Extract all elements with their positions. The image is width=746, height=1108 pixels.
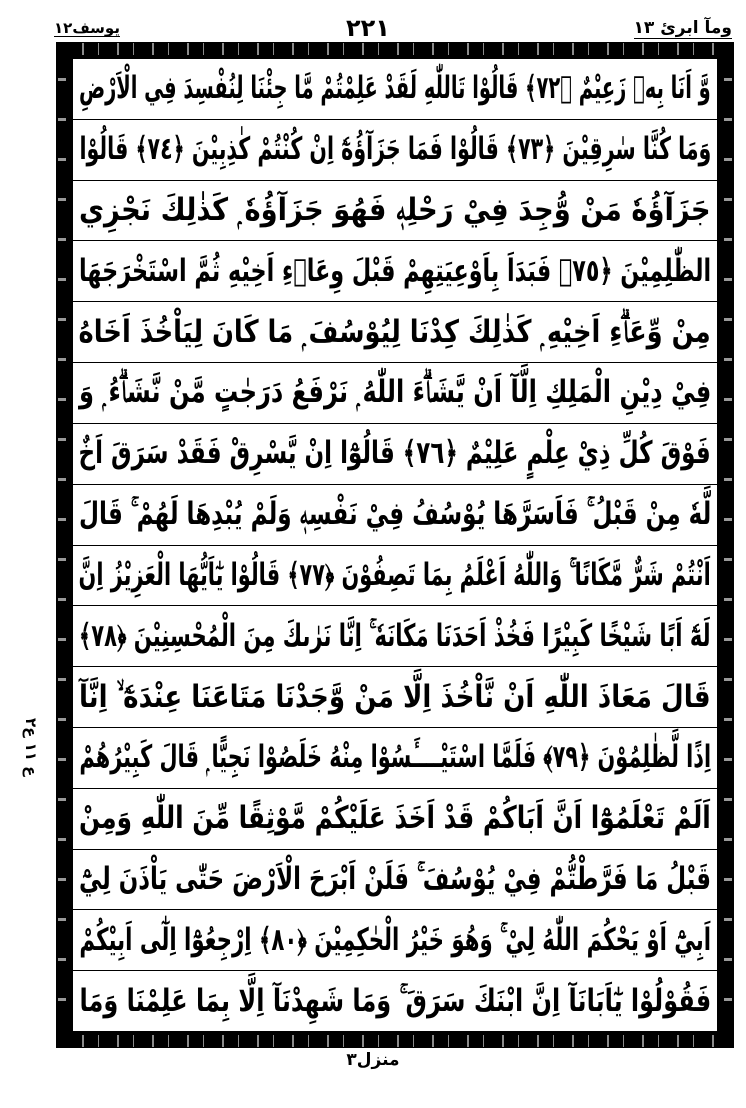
text-line (73, 363, 717, 424)
frame-ornament-right (724, 56, 732, 1034)
frame-ornament-top (64, 43, 726, 55)
text-line (73, 971, 717, 1031)
ruku-marker: ع ١١ ع٢ (22, 718, 40, 777)
verse-text: وَمَا كُنَّا سٰرِقِيْنَ ﴿٧٣﴾ قَالُوْا فَمَا جَزَآؤُهٗٓ اِنْ كُنْتُمْ كٰذِبِيْنَ ﴿٧٤﴾ قَالُوْا (79, 131, 711, 168)
page-header (0, 14, 746, 42)
text-line (73, 910, 717, 971)
frame-ornament-bottom (64, 1035, 726, 1047)
text-line (73, 302, 717, 363)
text-line (73, 424, 717, 485)
text-line (73, 59, 717, 120)
verse-text: فِيْ دِيْنِ الْمَلِكِ اِلَّآ اَنْ يَّشَاۗءَ اللّٰهُ ۭ نَرْفَعُ دَرَجٰتٍ مَّنْ نَّشَاۗءُ ۭ وَ (78, 374, 712, 411)
text-line (73, 546, 717, 607)
text-panel (71, 57, 719, 1033)
manzil-footer: منزل٣ (346, 1050, 400, 1070)
text-line (73, 728, 717, 789)
verse-text: فَوْقَ كُلِّ ذِيْ عِلْمٍ عَلِيْمٌ ﴿٧٦﴾ قَالُوْٓا اِنْ يَّسْرِقْ فَقَدْ سَرَقَ اَخٌ (78, 435, 712, 472)
text-line (73, 667, 717, 728)
verse-text: مِنْ وِّعَاۗءِ اَخِيْهِ ۭ كَذٰلِكَ كِدْنَا لِيُوْسُفَ ۭ مَا كَانَ لِيَاْخُذَ اَخَاهُ (78, 313, 712, 350)
verse-text: اَنْتُمْ شَرٌّ مَّكَانًا ۚ وَاللّٰهُ اَعْلَمُ بِمَا تَصِفُوْنَ ﴿٧٧﴾ قَالُوْا يٰٓاَيُّهَا الْعَزِيْزُ اِنَّ (78, 556, 712, 593)
verse-text: قَبْلُ مَا فَرَّطْتُّمْ فِيْ يُوْسُفَ ۚ فَلَنْ اَبْرَحَ الْاَرْضَ حَتّٰى يَاْذَنَ لِيْٓ (78, 860, 712, 897)
text-line (73, 606, 717, 667)
surah-name-label: یوسف١٢ (54, 19, 120, 37)
verse-text: وَّ اَنَا بِهٖ زَعِيْمٌ ﴿٧٢﴾ قَالُوْا تَاللّٰهِ لَقَدْ عَلِمْتُمْ مَّا جِئْنَا لِنُفْسِدَ فِي الْاَرْضِ (79, 70, 711, 107)
verse-text: فَقُوْلُوْا يٰٓاَبَانَآ اِنَّ ابْنَكَ سَرَقَ ۚ وَمَا شَهِدْنَآ اِلَّا بِمَا عَلِمْنَا وَمَا (79, 982, 711, 1019)
verse-text: اِذًا لَّظٰلِمُوْنَ ﴿٧٩﴾ فَلَمَّا اسْتَيْــــَٔسُوْا مِنْهُ خَلَصُوْا نَجِيًّا ۭ قَالَ كَبِيْرُهُمْ (79, 739, 711, 776)
text-line (73, 120, 717, 181)
verse-text: لَهٗٓ اَبًا شَيْخًا كَبِيْرًا فَخُذْ اَحَدَنَا مَكَانَهٗ ۚ اِنَّا نَرٰىكَ مِنَ الْمُحْسِنِيْنَ ﴿٧٨﴾ (79, 617, 711, 654)
verse-text: اَلَمْ تَعْلَمُوْٓا اَنَّ اَبَاكُمْ قَدْ اَخَذَ عَلَيْكُمْ مَّوْثِقًا مِّنَ اللّٰهِ وَمِنْ (79, 800, 711, 837)
page-number: ٢٢١ (346, 14, 390, 42)
text-line (73, 485, 717, 546)
verse-text: الظّٰلِمِيْنَ ﴿٧٥﴾ فَبَدَاَ بِاَوْعِيَتِهِمْ قَبْلَ وِعَاۗءِ اَخِيْهِ ثُمَّ اسْتَخْرَجَهَا (78, 252, 712, 289)
text-line (73, 181, 717, 242)
text-line (73, 241, 717, 302)
juz-name-label: ومآ ابرئ ١٣ (633, 18, 732, 38)
verse-text: لَّهٗ مِنْ قَبْلُ ۚ فَاَسَرَّهَا يُوْسُفُ فِيْ نَفْسِهٖ وَلَمْ يُبْدِهَا لَهُمْ ۚ قَالَ (78, 496, 712, 533)
verse-text: جَزَآؤُهٗ مَنْ وُّجِدَ فِيْ رَحْلِهٖ فَهُوَ جَزَآؤُهٗ ۭ كَذٰلِكَ نَجْزِي (79, 192, 711, 229)
verse-text: قَالَ مَعَاذَ اللّٰهِ اَنْ نَّاْخُذَ اِلَّا مَنْ وَّجَدْنَا مَتَاعَنَا عِنْدَهٗٓ ۙ اِنَّآ (79, 678, 711, 715)
verse-text: اَبِيْٓ اَوْ يَحْكُمَ اللّٰهُ لِيْ ۚ وَهُوَ خَيْرُ الْحٰكِمِيْنَ ﴿٨٠﴾ اِرْجِعُوْٓا اِلٰٓى اَبِيْكُمْ (79, 921, 711, 958)
text-line (73, 789, 717, 850)
text-line (73, 850, 717, 911)
ornamental-frame (56, 42, 734, 1048)
frame-ornament-left (58, 56, 66, 1034)
